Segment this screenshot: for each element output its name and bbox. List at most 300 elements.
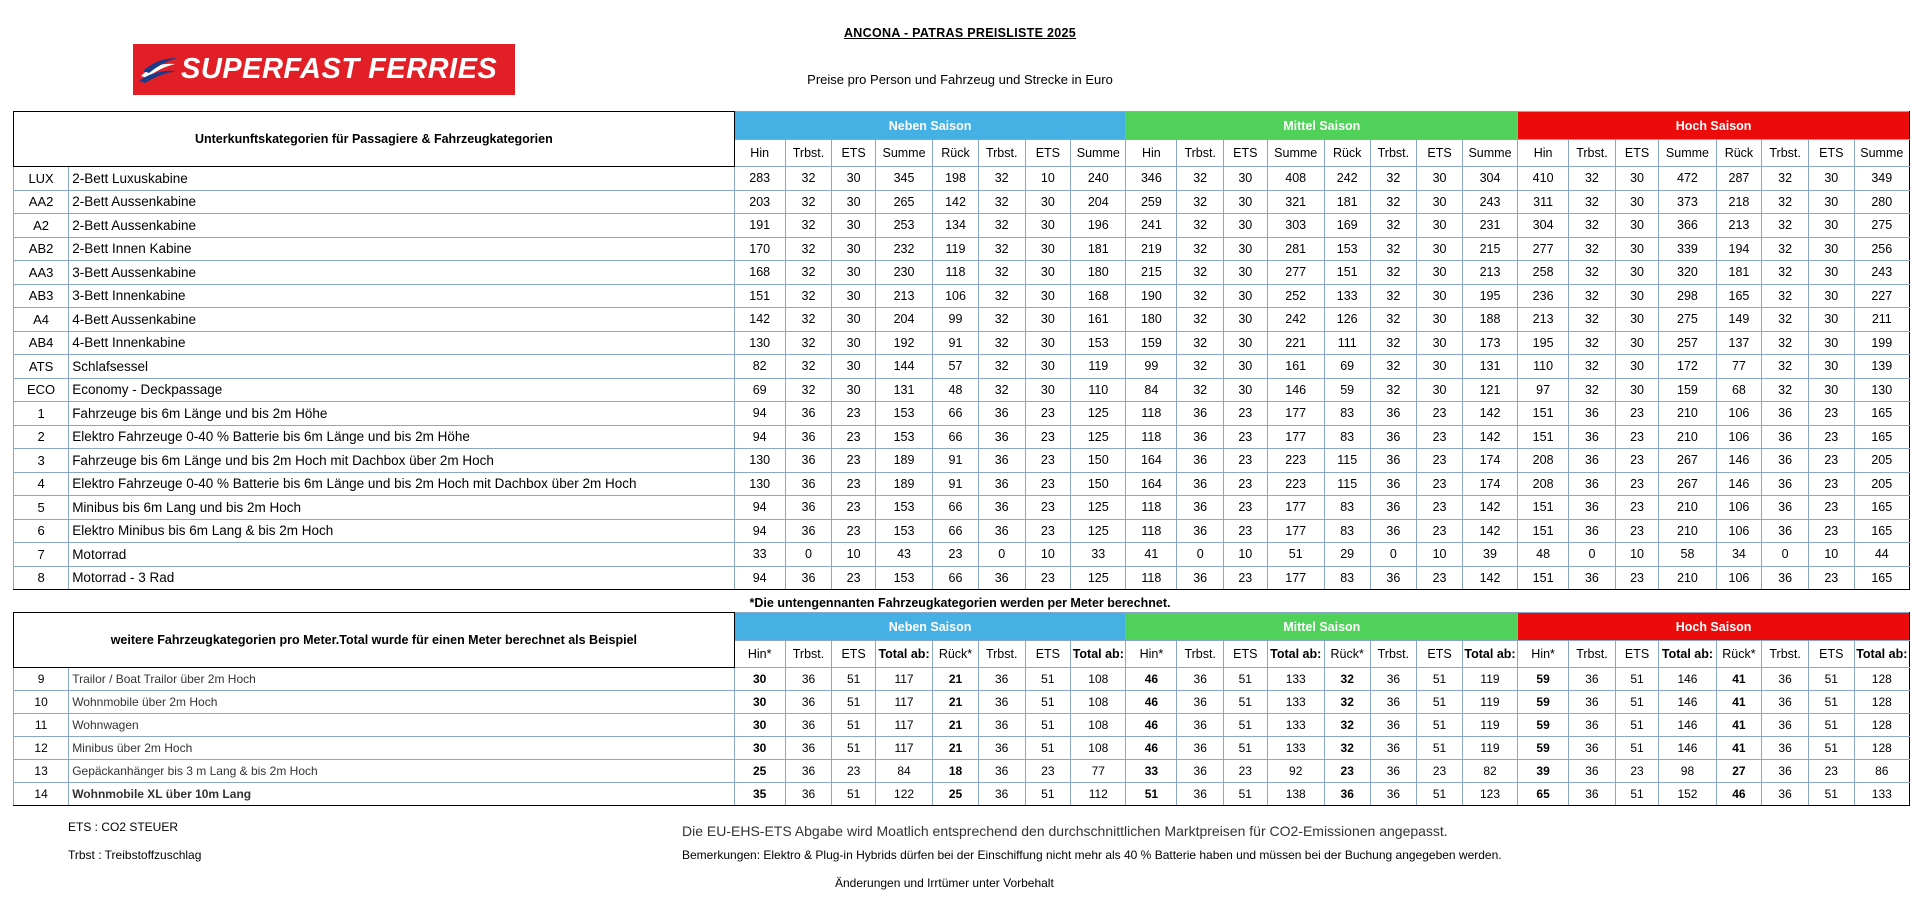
price-cell: 227 [1854, 284, 1909, 308]
price-cell: 18 [933, 760, 979, 783]
column-header: ETS [1808, 140, 1854, 167]
table-row [14, 783, 1910, 806]
price-cell: 219 [1126, 237, 1177, 261]
price-cell: 23 [1808, 760, 1854, 783]
price-cell: 36 [978, 691, 1025, 714]
price-cell: 51 [1615, 737, 1659, 760]
price-cell: 92 [1267, 760, 1324, 783]
price-cell: 69 [734, 378, 785, 402]
category-code: LUX [14, 167, 69, 191]
price-cell: 32 [1370, 167, 1417, 191]
price-cell: 125 [1071, 496, 1126, 520]
price-cell: 36 [1569, 714, 1616, 737]
price-cell: 349 [1854, 167, 1909, 191]
price-cell: 36 [785, 402, 832, 426]
price-cell: 32 [1569, 331, 1616, 355]
price-cell: 36 [785, 737, 832, 760]
price-cell: 51 [1025, 668, 1071, 691]
price-cell: 223 [1267, 449, 1324, 473]
page-subtitle: Preise pro Person und Fahrzeug und Strecke in Euro [807, 72, 1113, 87]
price-cell: 23 [1615, 760, 1659, 783]
price-cell: 36 [1177, 449, 1224, 473]
price-cell: 36 [1177, 402, 1224, 426]
price-cell: 51 [1615, 691, 1659, 714]
price-cell: 59 [1324, 378, 1370, 402]
price-cell: 30 [1808, 167, 1854, 191]
price-cell: 91 [933, 472, 979, 496]
price-cell: 128 [1854, 668, 1909, 691]
price-cell: 131 [875, 378, 932, 402]
price-cell: 27 [1716, 760, 1762, 783]
price-cell: 36 [785, 714, 832, 737]
price-cell: 257 [1659, 331, 1716, 355]
price-cell: 30 [1224, 214, 1268, 238]
column-header: Total ab: [1267, 641, 1324, 668]
price-cell: 23 [1417, 566, 1463, 590]
column-header: ETS [1025, 641, 1071, 668]
footer-trbst-legend: Trbst : Treibstoffzuschlag [68, 848, 202, 862]
table-row [14, 472, 1910, 496]
season-neben: Neben Saison [734, 112, 1126, 140]
price-cell: 36 [1177, 668, 1224, 691]
price-cell: 188 [1462, 308, 1517, 332]
table-row [14, 402, 1910, 426]
price-cell: 48 [933, 378, 979, 402]
price-cell: 23 [832, 472, 876, 496]
footer-ets-legend: ETS : CO2 STEUER [68, 820, 179, 834]
category-name: Schlafsessel [69, 355, 735, 379]
price-cell: 281 [1267, 237, 1324, 261]
price-cell: 10 [1025, 543, 1071, 567]
price-cell: 30 [1417, 190, 1463, 214]
price-cell: 10 [1417, 543, 1463, 567]
category-name: Motorrad [69, 543, 735, 567]
price-cell: 151 [1518, 566, 1569, 590]
category-code: 8 [14, 566, 69, 590]
price-cell: 32 [1569, 308, 1616, 332]
price-cell: 32 [1569, 167, 1616, 191]
price-cell: 180 [1071, 261, 1126, 285]
price-cell: 99 [933, 308, 979, 332]
price-cell: 146 [1659, 714, 1716, 737]
price-cell: 125 [1071, 566, 1126, 590]
price-cell: 36 [1762, 760, 1809, 783]
price-cell: 23 [1025, 449, 1071, 473]
price-cell: 153 [875, 425, 932, 449]
price-cell: 106 [1716, 566, 1762, 590]
category-code: 5 [14, 496, 69, 520]
price-cell: 30 [832, 331, 876, 355]
column-header: Hin [734, 140, 785, 167]
price-cell: 32 [1370, 190, 1417, 214]
price-cell: 36 [785, 760, 832, 783]
column-header: Rück* [1324, 641, 1370, 668]
price-cell: 36 [1762, 472, 1809, 496]
price-cell: 66 [933, 425, 979, 449]
price-cell: 165 [1854, 566, 1909, 590]
price-cell: 51 [832, 737, 876, 760]
price-cell: 258 [1518, 261, 1569, 285]
price-cell: 46 [1126, 668, 1177, 691]
price-cell: 321 [1267, 190, 1324, 214]
category-name: Minibus über 2m Hoch [69, 737, 735, 760]
column-header: Rück [1324, 140, 1370, 167]
price-cell: 241 [1126, 214, 1177, 238]
table-row [14, 668, 1910, 691]
price-cell: 32 [1177, 308, 1224, 332]
price-cell: 51 [1417, 737, 1463, 760]
price-cell: 23 [1808, 449, 1854, 473]
category-name: Gepäckanhänger bis 3 m Lang & bis 2m Hoch [69, 760, 735, 783]
price-cell: 36 [978, 668, 1025, 691]
price-cell: 25 [933, 783, 979, 806]
price-cell: 108 [1071, 737, 1126, 760]
price-cell: 159 [1126, 331, 1177, 355]
price-cell: 66 [933, 402, 979, 426]
price-cell: 30 [1025, 308, 1071, 332]
price-cell: 36 [1370, 714, 1417, 737]
column-header: Total ab: [1071, 641, 1126, 668]
price-cell: 36 [785, 668, 832, 691]
price-cell: 30 [1615, 378, 1659, 402]
price-cell: 23 [1224, 760, 1268, 783]
price-cell: 30 [832, 308, 876, 332]
column-header: Trbst. [1762, 140, 1809, 167]
price-cell: 205 [1854, 472, 1909, 496]
price-cell: 33 [734, 543, 785, 567]
category-code: 7 [14, 543, 69, 567]
price-cell: 253 [875, 214, 932, 238]
price-cell: 83 [1324, 425, 1370, 449]
price-cell: 177 [1267, 425, 1324, 449]
price-cell: 91 [933, 331, 979, 355]
price-cell: 153 [875, 566, 932, 590]
price-cell: 36 [1370, 566, 1417, 590]
price-cell: 23 [1615, 402, 1659, 426]
price-cell: 117 [875, 691, 932, 714]
price-cell: 23 [1615, 449, 1659, 473]
category-name: Elektro Fahrzeuge 0-40 % Batterie bis 6m Länge und bis 2m Höhe [69, 425, 735, 449]
price-cell: 23 [1417, 519, 1463, 543]
price-cell: 242 [1324, 167, 1370, 191]
price-cell: 23 [1224, 496, 1268, 520]
price-cell: 23 [1224, 449, 1268, 473]
price-cell: 32 [1569, 261, 1616, 285]
price-cell: 30 [1615, 167, 1659, 191]
price-cell: 304 [1518, 214, 1569, 238]
price-cell: 36 [1569, 760, 1616, 783]
price-cell: 66 [933, 496, 979, 520]
price-cell: 36 [1177, 783, 1224, 806]
price-cell: 51 [1126, 783, 1177, 806]
table-row [14, 760, 1910, 783]
price-cell: 32 [785, 284, 832, 308]
price-cell: 267 [1659, 449, 1716, 473]
price-cell: 46 [1126, 737, 1177, 760]
price-cell: 153 [875, 519, 932, 543]
price-cell: 30 [1025, 284, 1071, 308]
price-cell: 172 [1659, 355, 1716, 379]
price-cell: 128 [1854, 737, 1909, 760]
price-cell: 83 [1324, 402, 1370, 426]
price-cell: 23 [832, 496, 876, 520]
price-cell: 146 [1716, 472, 1762, 496]
price-cell: 210 [1659, 496, 1716, 520]
column-header: ETS [1808, 641, 1854, 668]
price-cell: 32 [785, 167, 832, 191]
price-cell: 130 [734, 449, 785, 473]
price-cell: 30 [1808, 378, 1854, 402]
price-cell: 118 [1126, 566, 1177, 590]
column-header: Trbst. [1762, 641, 1809, 668]
price-cell: 23 [1417, 425, 1463, 449]
price-cell: 194 [1716, 237, 1762, 261]
price-cell: 82 [1462, 760, 1517, 783]
price-cell: 146 [1659, 668, 1716, 691]
price-cell: 51 [1417, 668, 1463, 691]
price-cell: 32 [978, 214, 1025, 238]
price-cell: 203 [734, 190, 785, 214]
price-cell: 21 [933, 668, 979, 691]
price-cell: 36 [978, 449, 1025, 473]
price-cell: 58 [1659, 543, 1716, 567]
price-cell: 151 [1518, 425, 1569, 449]
price-cell: 83 [1324, 519, 1370, 543]
season-neben: Neben Saison [734, 613, 1126, 641]
season-mittel: Mittel Saison [1126, 613, 1518, 641]
price-cell: 23 [832, 402, 876, 426]
column-header: Summe [1071, 140, 1126, 167]
price-cell: 30 [734, 668, 785, 691]
price-cell: 190 [1126, 284, 1177, 308]
price-cell: 36 [1370, 519, 1417, 543]
column-header: Summe [1854, 140, 1909, 167]
price-cell: 133 [1267, 737, 1324, 760]
price-cell: 86 [1854, 760, 1909, 783]
page-title: ANCONA - PATRAS PREISLISTE 2025 [843, 26, 1077, 40]
price-cell: 23 [832, 566, 876, 590]
category-name: Fahrzeuge bis 6m Länge und bis 2m Höhe [69, 402, 735, 426]
price-cell: 32 [1569, 355, 1616, 379]
price-cell: 181 [1071, 237, 1126, 261]
price-cell: 106 [1716, 425, 1762, 449]
price-cell: 153 [875, 402, 932, 426]
price-cell: 30 [1224, 237, 1268, 261]
price-cell: 21 [933, 691, 979, 714]
category-name: Minibus bis 6m Lang und bis 2m Hoch [69, 496, 735, 520]
price-cell: 165 [1854, 496, 1909, 520]
price-cell: 59 [1518, 737, 1569, 760]
price-cell: 30 [1808, 237, 1854, 261]
price-cell: 23 [1615, 472, 1659, 496]
price-cell: 23 [832, 449, 876, 473]
price-cell: 36 [785, 449, 832, 473]
price-cell: 211 [1854, 308, 1909, 332]
price-cell: 123 [1462, 783, 1517, 806]
price-cell: 65 [1518, 783, 1569, 806]
price-cell: 32 [1177, 261, 1224, 285]
price-cell: 36 [1370, 760, 1417, 783]
price-cell: 128 [1854, 691, 1909, 714]
price-cell: 133 [1324, 284, 1370, 308]
price-cell: 51 [1224, 668, 1268, 691]
price-cell: 0 [785, 543, 832, 567]
price-cell: 36 [1762, 714, 1809, 737]
price-cell: 223 [1267, 472, 1324, 496]
price-cell: 51 [1224, 714, 1268, 737]
price-cell: 373 [1659, 190, 1716, 214]
price-cell: 91 [933, 449, 979, 473]
price-cell: 23 [1417, 760, 1463, 783]
price-cell: 164 [1126, 472, 1177, 496]
category-code: 1 [14, 402, 69, 426]
price-cell: 106 [933, 284, 979, 308]
price-cell: 23 [1808, 402, 1854, 426]
price-cell: 69 [1324, 355, 1370, 379]
price-cell: 36 [1177, 760, 1224, 783]
price-cell: 149 [1716, 308, 1762, 332]
price-cell: 196 [1071, 214, 1126, 238]
table-row [14, 284, 1910, 308]
category-name: 2-Bett Aussenkabine [69, 214, 735, 238]
price-cell: 168 [1071, 284, 1126, 308]
price-cell: 36 [785, 425, 832, 449]
price-cell: 165 [1854, 519, 1909, 543]
table-row [14, 449, 1910, 473]
price-cell: 21 [933, 714, 979, 737]
price-cell: 339 [1659, 237, 1716, 261]
price-cell: 151 [734, 284, 785, 308]
price-cell: 36 [1762, 449, 1809, 473]
price-cell: 181 [1324, 190, 1370, 214]
column-header: ETS [1417, 641, 1463, 668]
price-cell: 108 [1071, 691, 1126, 714]
price-cell: 10 [1025, 167, 1071, 191]
price-cell: 36 [1569, 449, 1616, 473]
price-cell: 32 [978, 331, 1025, 355]
price-cell: 146 [1659, 737, 1716, 760]
price-cell: 66 [933, 566, 979, 590]
price-cell: 51 [1417, 714, 1463, 737]
price-cell: 36 [978, 566, 1025, 590]
per-meter-note: *Die untengennanten Fahrzeugkategorien werden per Meter berechnet. [749, 596, 1171, 610]
price-cell: 36 [1370, 737, 1417, 760]
price-cell: 36 [1569, 668, 1616, 691]
price-cell: 83 [1324, 496, 1370, 520]
price-cell: 106 [1716, 496, 1762, 520]
price-cell: 32 [1569, 214, 1616, 238]
price-cell: 181 [1716, 261, 1762, 285]
price-cell: 51 [1417, 783, 1463, 806]
price-cell: 106 [1716, 402, 1762, 426]
price-cell: 142 [1462, 519, 1517, 543]
price-cell: 36 [1177, 519, 1224, 543]
category-name: Wohnwagen [69, 714, 735, 737]
price-cell: 36 [785, 472, 832, 496]
price-cell: 97 [1518, 378, 1569, 402]
price-cell: 177 [1267, 402, 1324, 426]
price-cell: 51 [1224, 737, 1268, 760]
price-cell: 36 [1370, 472, 1417, 496]
price-cell: 35 [734, 783, 785, 806]
price-cell: 30 [1615, 190, 1659, 214]
column-header: ETS [832, 641, 876, 668]
price-cell: 32 [1177, 331, 1224, 355]
price-cell: 152 [1659, 783, 1716, 806]
price-cell: 151 [1518, 402, 1569, 426]
price-cell: 51 [1025, 783, 1071, 806]
column-header: Summe [1659, 140, 1716, 167]
price-cell: 287 [1716, 167, 1762, 191]
price-cell: 36 [1762, 519, 1809, 543]
price-cell: 30 [734, 714, 785, 737]
category-name: 2-Bett Aussenkabine [69, 190, 735, 214]
price-cell: 32 [1762, 378, 1809, 402]
price-cell: 23 [832, 519, 876, 543]
price-cell: 23 [1808, 496, 1854, 520]
price-cell: 30 [1025, 190, 1071, 214]
category-code: A2 [14, 214, 69, 238]
price-cell: 36 [785, 566, 832, 590]
price-cell: 210 [1659, 425, 1716, 449]
price-cell: 240 [1071, 167, 1126, 191]
price-cell: 84 [875, 760, 932, 783]
price-cell: 36 [1177, 714, 1224, 737]
price-cell: 23 [1025, 496, 1071, 520]
price-cell: 30 [1417, 355, 1463, 379]
ferry-wave-icon [133, 44, 181, 95]
price-cell: 213 [1518, 308, 1569, 332]
table-row [14, 167, 1910, 191]
price-cell: 33 [1126, 760, 1177, 783]
price-cell: 32 [785, 308, 832, 332]
price-cell: 118 [1126, 425, 1177, 449]
table-row [14, 331, 1910, 355]
price-cell: 142 [1462, 496, 1517, 520]
price-cell: 36 [978, 783, 1025, 806]
price-cell: 30 [1808, 190, 1854, 214]
price-cell: 192 [875, 331, 932, 355]
price-cell: 51 [1808, 783, 1854, 806]
price-cell: 23 [933, 543, 979, 567]
price-cell: 32 [1370, 284, 1417, 308]
price-cell: 130 [734, 331, 785, 355]
category-code: 6 [14, 519, 69, 543]
price-cell: 36 [1569, 402, 1616, 426]
price-cell: 161 [1267, 355, 1324, 379]
price-cell: 208 [1518, 449, 1569, 473]
price-cell: 30 [1808, 308, 1854, 332]
price-cell: 311 [1518, 190, 1569, 214]
price-cell: 36 [978, 496, 1025, 520]
price-cell: 267 [1659, 472, 1716, 496]
price-cell: 32 [1177, 284, 1224, 308]
category-name: Economy - Deckpassage [69, 378, 735, 402]
price-cell: 36 [1569, 566, 1616, 590]
price-cell: 66 [933, 519, 979, 543]
price-cell: 43 [875, 543, 932, 567]
price-cell: 275 [1659, 308, 1716, 332]
price-cell: 30 [1224, 167, 1268, 191]
price-cell: 32 [1569, 284, 1616, 308]
price-cell: 210 [1659, 402, 1716, 426]
price-cell: 33 [1071, 543, 1126, 567]
price-cell: 174 [1462, 449, 1517, 473]
category-code: AA3 [14, 261, 69, 285]
price-cell: 23 [1224, 566, 1268, 590]
price-cell: 30 [1025, 261, 1071, 285]
price-cell: 142 [1462, 425, 1517, 449]
